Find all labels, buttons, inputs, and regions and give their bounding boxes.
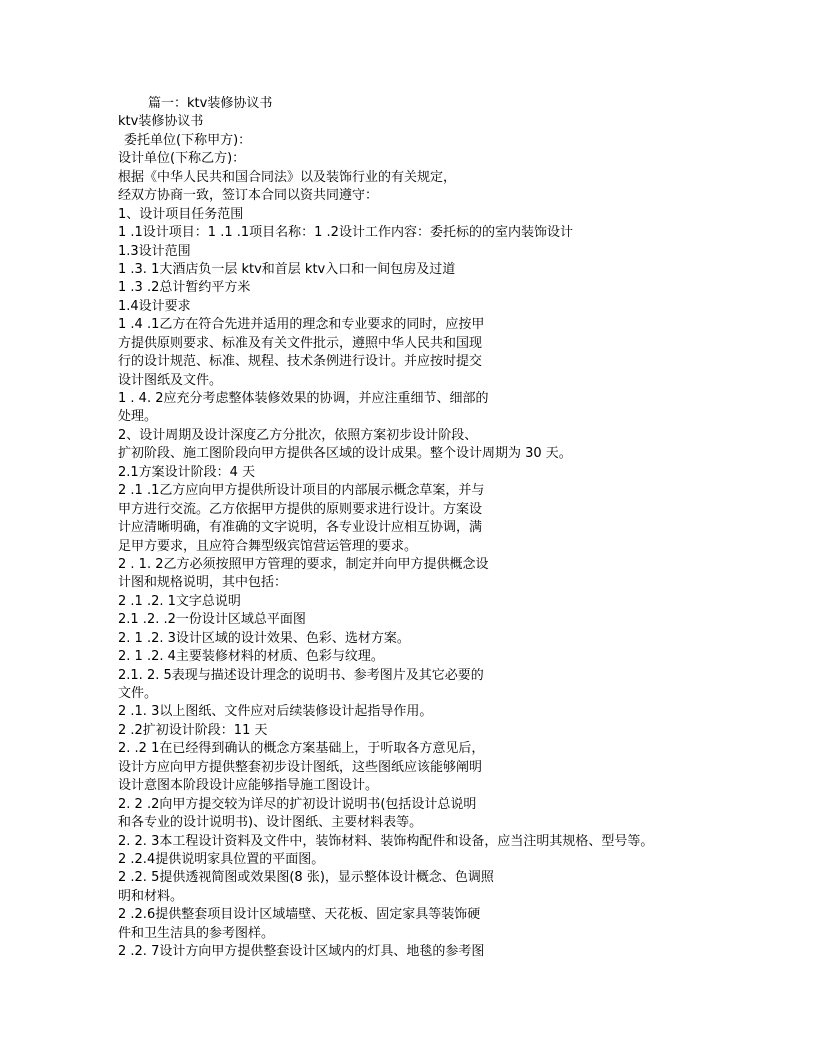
text-line: 2. 2 .2向甲方提交较为详尽的扩初设计说明书(包括设计总说明 bbox=[118, 796, 477, 812]
text-line: 2 .2.6提供整套项目设计区域墙壁、天花板、固定家具等装饰硬 bbox=[118, 907, 481, 923]
text-line: 行的设计规范、标准、规程、技术条例进行设计。并应按时提交 bbox=[118, 354, 483, 370]
document-body bbox=[118, 95, 718, 962]
text-line: 2.1 .2. .2一份设计区域总平面图 bbox=[118, 612, 306, 628]
text-line: 件和卫生洁具的参考图样。 bbox=[118, 925, 275, 941]
text-line: 2. 1 .2. 4主要装修材料的材质、色彩与纹理。 bbox=[118, 649, 384, 665]
text-line: 设计方应向甲方提供整套初步设计图纸，这些图纸应该能够阐明 bbox=[118, 759, 483, 775]
text-line: 1 .3 .2总计暂约平方米 bbox=[118, 280, 251, 296]
text-line: 2. 2. 3本工程设计资料及文件中，装饰材料、装饰构配件和设备，应当注明其规格、型号等。 bbox=[118, 833, 654, 849]
document-subtitle: ktv装修协议书 bbox=[118, 114, 204, 130]
text-line: 2 .2. 7设计方向甲方提供整套设计区域内的灯具、地毯的参考图 bbox=[118, 944, 485, 960]
text-line: 明和材料。 bbox=[118, 888, 184, 904]
section-heading: 1、设计项目任务范围 bbox=[118, 206, 244, 222]
text-line: 方提供原则要求、标准及有关文件批示，遵照中华人民共和国现 bbox=[118, 335, 483, 351]
text-line: 设计单位(下称乙方)： bbox=[118, 151, 246, 167]
text-line: 2 .1. 3以上图纸、文件应对后续装修设计起指导作用。 bbox=[118, 704, 433, 720]
text-line: 1 . 4. 2应充分考虑整体装修效果的协调，并应注重细节、细部的 bbox=[118, 391, 489, 406]
text-line: 1 .4 .1乙方在符合先进并适用的理念和专业要求的同时，应按甲 bbox=[118, 317, 485, 333]
section-heading: 2.1方案设计阶段：4 天 bbox=[118, 464, 256, 480]
text-line: 计图和规格说明，其中包括： bbox=[118, 575, 288, 591]
text-line: 设计图纸及文件。 bbox=[118, 372, 223, 388]
text-line: 和各专业的设计说明书)、设计图纸、主要材料表等。 bbox=[118, 815, 423, 831]
text-line: 2 .1 .1乙方应向甲方提供所设计项目的内部展示概念草案，并与 bbox=[118, 483, 485, 499]
text-line: 2. .2 1在已经得到确认的概念方案基础上，于听取各方意见后， bbox=[118, 741, 485, 757]
text-line: 经双方协商一致，签订本合同以资共同遵守： bbox=[118, 188, 379, 204]
text-line: 根据《中华人民共和国合同法》以及装饰行业的有关规定， bbox=[118, 169, 457, 185]
section-heading: 2、设计周期及设计深度乙方分批次，依照方案初步设计阶段、 bbox=[118, 427, 478, 443]
text-line: 1 .3. 1大酒店负一层 ktv和首层 ktv入口和一间包房及过道 bbox=[118, 261, 456, 277]
document-heading: 篇一：ktv装修协议书 bbox=[148, 96, 273, 111]
text-line: 2 .2. 5提供透视简图或效果图(8 张)，显示整体设计概念、色调照 bbox=[118, 870, 494, 886]
text-line: 委托单位(下称甲方)： bbox=[124, 132, 252, 148]
section-heading: 1.3设计范围 bbox=[118, 243, 191, 259]
text-line: 文件。 bbox=[118, 686, 158, 701]
text-line: 1 .1设计项目：1 .1 .1项目名称：1 .2设计工作内容：委托标的的室内装饰设计 bbox=[118, 225, 573, 241]
text-line: 2.1. 2. 5表现与描述设计理念的说明书、参考图片及其它必要的 bbox=[118, 667, 484, 683]
section-heading: 2 .2扩初设计阶段：11 天 bbox=[118, 722, 268, 738]
text-line: 2 . 1. 2乙方必须按照甲方管理的要求，制定并向甲方提供概念设 bbox=[118, 556, 489, 572]
text-line: 处理。 bbox=[118, 409, 158, 425]
text-line: 2 .1 .2. 1文字总说明 bbox=[118, 593, 241, 609]
section-heading: 1.4设计要求 bbox=[118, 298, 191, 314]
text-line: 甲方进行交流。乙方依据甲方提供的原则要求进行设计。方案设 bbox=[118, 501, 483, 517]
text-line: 足甲方要求，且应符合舞型级宾馆营运管理的要求。 bbox=[118, 538, 418, 554]
text-line: 2. 1 .2. 3设计区域的设计效果、色彩、选材方案。 bbox=[118, 630, 410, 646]
text-line: 2 .2.4提供说明家具位置的平面图。 bbox=[118, 851, 325, 867]
text-line: 设计意图本阶段设计应能够指导施工图设计。 bbox=[118, 778, 379, 794]
text-line: 扩初阶段、施工图阶段向甲方提供各区域的设计成果。整个设计周期为 30 天。 bbox=[118, 446, 572, 462]
text-line: 计应清晰明确，有准确的文字说明，各专业设计应相互协调，满 bbox=[118, 520, 483, 536]
